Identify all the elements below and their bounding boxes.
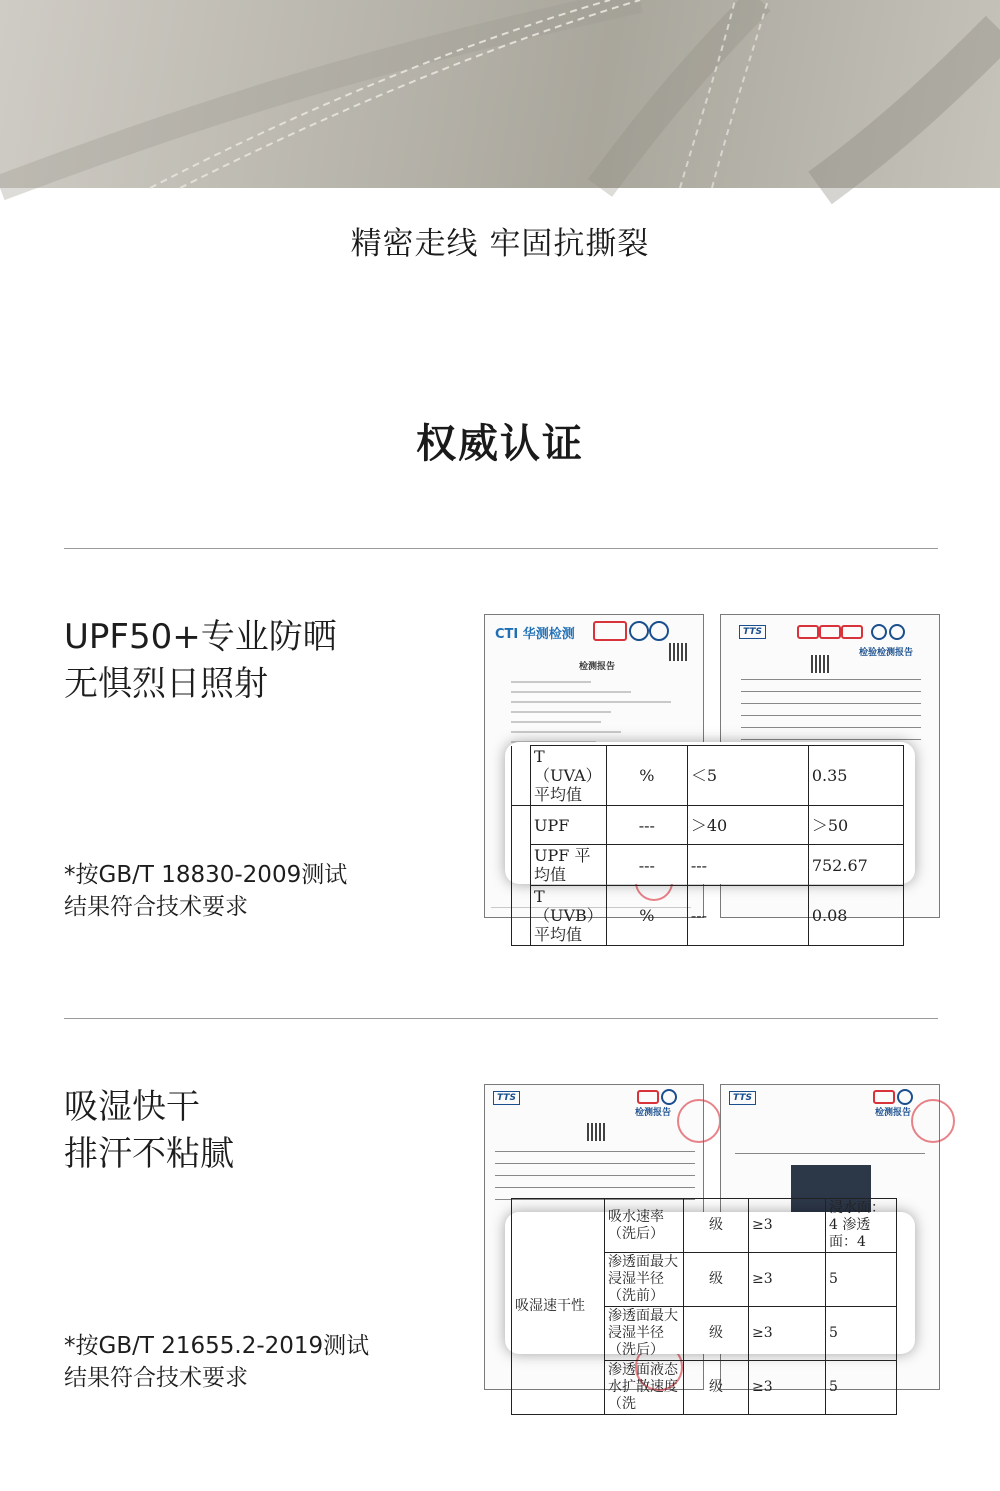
divider bbox=[64, 1018, 938, 1019]
qr-code-icon bbox=[811, 655, 829, 673]
table-cell: 5 bbox=[826, 1307, 897, 1361]
table-cell: T（UVA）平均值 bbox=[531, 746, 607, 806]
cnas-logo-icon bbox=[661, 1089, 677, 1105]
table-row bbox=[512, 746, 904, 806]
cnas-logo-icon bbox=[649, 621, 669, 641]
report-title: 检测报告 bbox=[875, 1108, 912, 1118]
table-cell: ＜5 bbox=[687, 746, 808, 806]
table-cell: 0.08 bbox=[808, 886, 903, 946]
table-cell: 渗透面最大浸湿半径（洗后） bbox=[605, 1307, 684, 1361]
table-cell: ≥3 bbox=[749, 1361, 826, 1415]
upf-results-magnifier bbox=[505, 742, 915, 944]
upf-note-line2: 结果符合技术要求 bbox=[64, 894, 248, 920]
wicking-test-note bbox=[64, 1330, 369, 1394]
table-cell: % bbox=[606, 746, 687, 806]
table-cell: --- bbox=[606, 806, 687, 845]
tts-logo: TTS bbox=[729, 1091, 756, 1105]
upf-test-note bbox=[64, 859, 347, 923]
seal-stamp-icon bbox=[911, 1099, 955, 1143]
cma-stamp-icon bbox=[593, 621, 627, 641]
cma-stamp-icon bbox=[637, 1090, 659, 1104]
tts-logo: TTS bbox=[739, 625, 766, 639]
tts-logo: TTS bbox=[493, 1091, 520, 1105]
table-cell: 渗透面最大浸湿半径（洗前） bbox=[605, 1253, 684, 1307]
table-cell: 吸湿速干性 bbox=[512, 1199, 605, 1415]
table-cell: % bbox=[606, 886, 687, 946]
table-cell: T（UVB）平均值 bbox=[531, 886, 607, 946]
wicking-results-magnifier bbox=[505, 1200, 915, 1412]
table-cell: 吸水速率（洗后） bbox=[605, 1199, 684, 1253]
report-title: 检验检测报告 bbox=[859, 648, 914, 658]
table-cell: UPF bbox=[531, 806, 607, 845]
table-row bbox=[512, 1199, 897, 1253]
table-row bbox=[512, 886, 904, 946]
divider bbox=[64, 548, 938, 549]
table-cell: 级 bbox=[684, 1361, 749, 1415]
hero-fabric-photo bbox=[0, 0, 1000, 188]
qr-code-icon bbox=[587, 1123, 605, 1141]
seal-stamp-icon bbox=[677, 1099, 721, 1143]
wicking-results-table bbox=[511, 1198, 897, 1415]
report-title: 检测报告 bbox=[635, 1108, 672, 1118]
upf-note-line1: *按GB/T 18830-2009测试 bbox=[64, 862, 348, 888]
wicking-note-line2: 结果符合技术要求 bbox=[64, 1365, 248, 1391]
cnas-logo-icon bbox=[889, 624, 905, 640]
table-cell: ≥3 bbox=[749, 1307, 826, 1361]
table-cell: 0.35 bbox=[808, 746, 903, 806]
report-title: 检测报告 bbox=[579, 662, 616, 672]
table-cell: 752.67 bbox=[808, 845, 903, 886]
table-cell: ≥3 bbox=[749, 1199, 826, 1253]
cma-stamp-icon bbox=[819, 625, 841, 639]
table-cell: ＞50 bbox=[808, 806, 903, 845]
table-cell: UPF 平均值 bbox=[531, 845, 607, 886]
table-cell: 5 bbox=[826, 1253, 897, 1307]
table-cell: 浸水面：4 渗透面：4 bbox=[826, 1199, 897, 1253]
section-title: 权威认证 bbox=[416, 421, 584, 467]
cti-logo: CTI 华测检测 bbox=[495, 627, 575, 642]
wicking-note-line1: *按GB/T 21655.2-2019测试 bbox=[64, 1333, 370, 1359]
wicking-feature-heading bbox=[64, 1084, 234, 1178]
table-cell: 5 bbox=[826, 1361, 897, 1415]
upf-feature-heading bbox=[64, 614, 337, 708]
table-cell: 级 bbox=[684, 1307, 749, 1361]
table-cell: --- bbox=[606, 845, 687, 886]
table-cell: 级 bbox=[684, 1253, 749, 1307]
table-row bbox=[512, 845, 904, 886]
stitching-caption: 精密走线 牢固抗撕裂 bbox=[350, 226, 650, 262]
table-cell: ≥3 bbox=[749, 1253, 826, 1307]
wicking-feature-line1: 吸湿快干 bbox=[64, 1087, 200, 1127]
cnas-logo-icon bbox=[897, 1089, 913, 1105]
cma-stamp-icon bbox=[841, 625, 863, 639]
table-cell: --- bbox=[687, 845, 808, 886]
ilac-logo-icon bbox=[629, 621, 649, 641]
wicking-feature-line2: 排汗不粘腻 bbox=[64, 1134, 234, 1174]
table-cell: ＞40 bbox=[687, 806, 808, 845]
table-cell: --- bbox=[687, 886, 808, 946]
upf-feature-line1: UPF50+专业防晒 bbox=[64, 617, 337, 657]
table-row bbox=[512, 806, 904, 845]
table-cell: 级 bbox=[684, 1199, 749, 1253]
qr-code-icon bbox=[669, 643, 687, 661]
ilac-logo-icon bbox=[871, 624, 887, 640]
upf-results-table bbox=[511, 745, 904, 946]
cma-stamp-icon bbox=[797, 625, 819, 639]
upf-feature-line2: 无惧烈日照射 bbox=[64, 664, 268, 704]
cma-stamp-icon bbox=[873, 1090, 895, 1104]
table-cell: 渗透面液态水扩散速度（洗 bbox=[605, 1361, 684, 1415]
